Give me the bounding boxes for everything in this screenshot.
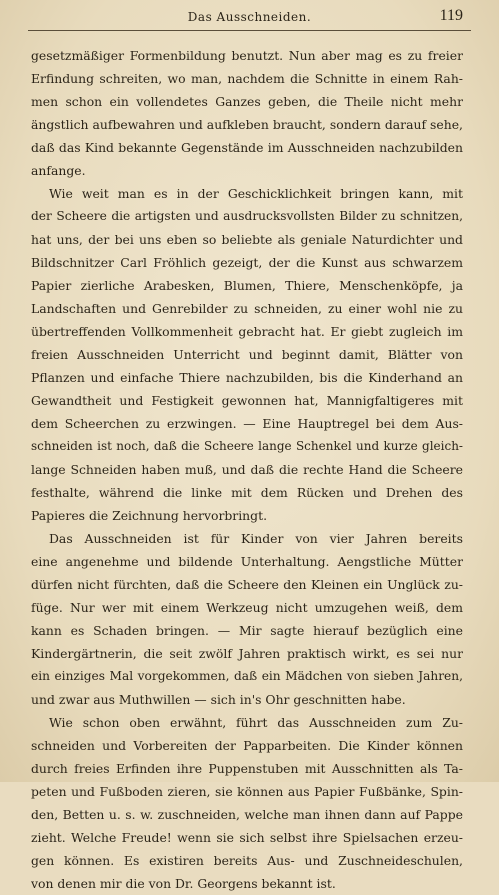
text-line: dem Scheerchen zu erzwingen. — Eine Hauptregel bei dem Aus- (31, 416, 463, 431)
text-line: gesetzmäßiger Formenbildung benutzt. Nun aber mag es zu freier (31, 48, 463, 63)
text-line: schneiden ist noch, daß die Scheere lange Schenkel und kurze gleich- (31, 439, 463, 453)
text-line: von denen mir die von Dr. Georgens bekannt ist. (31, 876, 336, 891)
body-text (31, 44, 463, 895)
page-number: 119 (439, 7, 463, 24)
text-line: Das Ausschneiden ist für Kinder von vier Jahren bereits (49, 531, 463, 546)
text-line: Kindergärtnerin, die seit zwölf Jahren praktisch wirkt, es sei nur (31, 646, 463, 661)
text-line: schneiden und Vorbereiten der Papparbeiten. Die Kinder können (31, 738, 463, 753)
text-line: festhalte, während die linke mit dem Rücken und Drehen des (31, 485, 463, 500)
text-line: men schon ein vollendetes Ganzes geben, die Theile nicht mehr (31, 94, 463, 109)
text-line: ängstlich aufbewahren und aufkleben braucht, sondern darauf sehe, (31, 117, 463, 132)
text-line: übertreffenden Vollkommenheit gebracht hat. Er giebt zugleich im (31, 324, 463, 339)
text-line: Landschaften und Genrebilder zu schneiden, zu einer wohl nie zu (31, 301, 463, 316)
text-line: kann es Schaden bringen. — Mir sagte hierauf bezüglich eine (31, 623, 463, 638)
text-line: Wie schon oben erwähnt, führt das Ausschneiden zum Zu- (49, 715, 463, 730)
header-rule (28, 30, 471, 31)
running-title: Das Ausschneiden. (187, 10, 312, 24)
running-head (30, 7, 469, 32)
text-line: lange Schneiden haben muß, und daß die rechte Hand die Scheere (31, 462, 463, 477)
text-line: Papieres die Zeichnung hervorbringt. (31, 508, 268, 523)
text-line: gen können. Es existiren bereits Aus- und Zuschneideschulen, (31, 853, 463, 868)
text-line: zieht. Welche Freude! wenn sie sich selbst ihre Spielsachen erzeu- (31, 830, 463, 845)
text-line: eine angenehme und bildende Unterhaltung. Aengstliche Mütter (31, 554, 463, 569)
text-line: Pflanzen und einfache Thiere nachzubilden, bis die Kinderhand an (31, 370, 463, 385)
text-line: der Scheere die artigsten und ausdrucksvollsten Bilder zu schnitzen, (31, 209, 463, 223)
text-line: den, Betten u. s. w. zuschneiden, welche man ihnen dann auf Pappe (31, 807, 463, 822)
text-line: Bildschnitzer Carl Fröhlich gezeigt, der die Kunst aus schwarzem (31, 255, 463, 270)
paragraph (31, 711, 463, 895)
text-line: Wie weit man es in der Geschicklichkeit bringen kann, mit (49, 186, 463, 201)
text-line: Erfindung schreiten, wo man, nachdem die Schnitte in einem Rah- (31, 71, 463, 86)
text-line: anfange. (31, 163, 86, 178)
paragraph (31, 182, 463, 527)
text-line: durch freies Erfinden ihre Puppenstuben mit Ausschnitten als Ta- (31, 761, 463, 776)
text-line: hat uns, der bei uns eben so beliebte als geniale Naturdichter und (31, 232, 463, 247)
text-line: füge. Nur wer mit einem Werkzeug nicht umzugehen weiß, dem (31, 600, 463, 615)
paragraph (31, 527, 463, 711)
text-line: daß das Kind bekannte Gegenstände im Ausschneiden nachzubilden (31, 140, 463, 155)
text-line: Gewandtheit und Festigkeit gewonnen hat, Mannigfaltigeres mit (31, 393, 463, 408)
text-line: peten und Fußboden zieren, sie können aus Papier Fußbänke, Spin- (31, 784, 463, 799)
text-line: dürfen nicht fürchten, daß die Scheere den Kleinen ein Unglück zu- (31, 577, 463, 592)
text-line: Papier zierliche Arabesken, Blumen, Thiere, Menschenköpfe, ja (31, 278, 463, 293)
paragraph (31, 44, 463, 182)
text-line: ein einziges Mal vorgekommen, daß ein Mädchen von sieben Jahren, (31, 669, 463, 683)
text-line: freien Ausschneiden Unterricht und beginnt damit, Blätter von (31, 347, 463, 362)
text-line: und zwar aus Muthwillen — sich in's Ohr geschnitten habe. (31, 692, 406, 707)
